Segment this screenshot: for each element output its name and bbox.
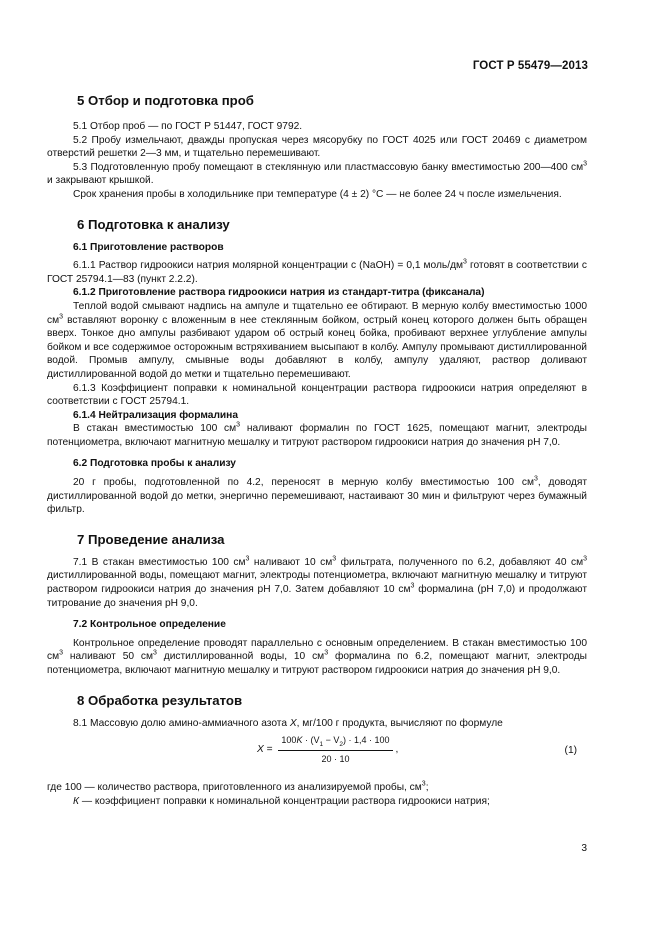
formula-comma: , [395,744,399,756]
subsection-6-1-4-heading: 6.1.4 Нейтрализация формалина [73,409,238,421]
subsection-6-2-heading: 6.2 Подготовка пробы к анализу [73,458,236,470]
paragraph-5-1: 5.1 Отбор проб — по ГОСТ Р 51447, ГОСТ 9792. [73,121,303,132]
subsection-6-1-2-heading: 6.1.2 Приготовление раствора гидроокиси натрия из стандарт-титра (фиксанала) [73,287,485,299]
paragraph-6-1-2: Теплой водой смывают надпись на ампуле и тщательно ее обтирают. В мерную колбу вместимостью 1000 $см^3$ вставляют воронку с вложенным в нее стеклянным бойком, острый конец которого должен быть обращен вверх. Тонкое дно ампулы разбивают ударом об острый конец бойка, пробивают верхнее углубление ампулы бойком и все содержимое осторожным встряхиванием высыпают в колбу. Ампулу промывают дистиллированной водой. Промыв ампулу, смывные воды добавляют в колбу, ампулу удаляют, раствор доливают дистиллированной водой до метки и тщательно перемешивают. [47,300,587,380]
section-6-heading: 6 Подготовка к анализу [77,216,230,232]
paragraph-7-2: Контрольное определение проводят параллельно с основным определением. В стакан вместимостью 100 $см^3$ наливают 50 $см^3$ дистиллированной воды, 10 $см^3$ формалина по 6.2, помещают магнит, электроды потенциометра, включают магнитную мешалку и титруют раствором гидроокиси натрия до значения рН 9,0. [47,637,587,676]
formula-1 [47,734,587,772]
formula-expression [257,734,398,766]
document-code-header: ГОСТ Р 55479—2013 [472,60,588,72]
paragraph-5-2: 5.2 Пробу измельчают, дважды пропуская через мясорубку по ГОСТ 4025 или ГОСТ 20469 с диаметром отверстий решетки 2—3 мм, и тщательно перемешивают. [47,134,587,160]
page-number: 3 [581,843,587,854]
paragraph-6-1-3: 6.1.3 Коэффициент поправки к номинальной концентрации раствора гидроокиси натрия определяют в соответствии с ГОСТ 25794.1. [47,382,587,408]
formula-denominator: 20 · 10 [321,753,350,764]
formula-number: (1) [564,745,577,757]
paragraph-6-1-1: 6.1.1 Раствор гидроокиси натрия молярной концентрации с (NaOH) = 0,1 моль/$дм^3$ готовят в соответствии с ГОСТ 25794.1—83 (пункт 2.2.2). [47,258,588,285]
page-content [47,92,587,808]
section-5-heading: 5 Отбор и подготовка проб [77,93,254,108]
paragraph-6-1-4: В стакан вместимостью 100 $см^3$ наливают формалин по ГОСТ 1625, помещают магнит, электроды потенциометра, включают магнитную мешалку и титруют раствором гидроокиси натрия до значения рН 7,0. [47,421,587,448]
where-item-100: где 100 — количество раствора, приготовленного из анализируемой пробы, $см^3$; [47,780,429,794]
paragraph-6-2: 20 г пробы, подготовленной по 4.2, переносят в мерную колбу вместимостью 100 $см^3$, доводят дистиллированной водой до метки, энергично перемешивают, настаивают 30 мин и фильтруют через бумажный фильтр. [47,475,588,516]
where-item-k: К — коэффициент поправки к номинальной концентрации раствора гидроокиси натрия; [73,795,490,807]
section-7-heading: 7 Проведение анализа [77,531,225,547]
section-8-heading: 8 Обработка результатов [77,692,243,708]
formula-lhs: X [257,744,264,756]
paragraph-5-3: 5.3 Подготовленную пробу помещают в стеклянную или пластмассовую банку вместимостью 200—400 $см^3$ и закрывают крышкой. [47,160,587,187]
paragraph-storage: Срок хранения пробы в холодильнике при температуре (4 ± 2) °С — не более 24 ч после измельчения. [73,188,562,200]
paragraph-7-1: 7.1 В стакан вместимостью 100 $см^3$ наливают 10 $см^3$ фильтрата, полученного по 6.2, добавляют 40 $см^3$ дистиллированной воды, помещают магнит, электроды потенциометра, включают магнитную мешалку и титруют раствором гидроокиси натрия до значения рН 7,0. Затем добавляют 10 $см^3$ формалина (рН 7,0) и продолжают титрование до значения рН 9,0. [47,555,587,609]
formula-equals: = [263,744,276,756]
paragraph-8-1: 8.1 Массовую долю амино-аммиачного азота X, мг/100 г продукта, вычисляют по формуле [73,717,503,729]
subsection-7-2-heading: 7.2 Контрольное определение [73,619,226,631]
formula-fraction [278,734,392,766]
subsection-6-1-heading: 6.1 Приготовление растворов [73,241,224,253]
formula-numerator: $100K \cdot (V_1 - V_2) \cdot 1,4 \cdot 100$ [278,734,392,751]
